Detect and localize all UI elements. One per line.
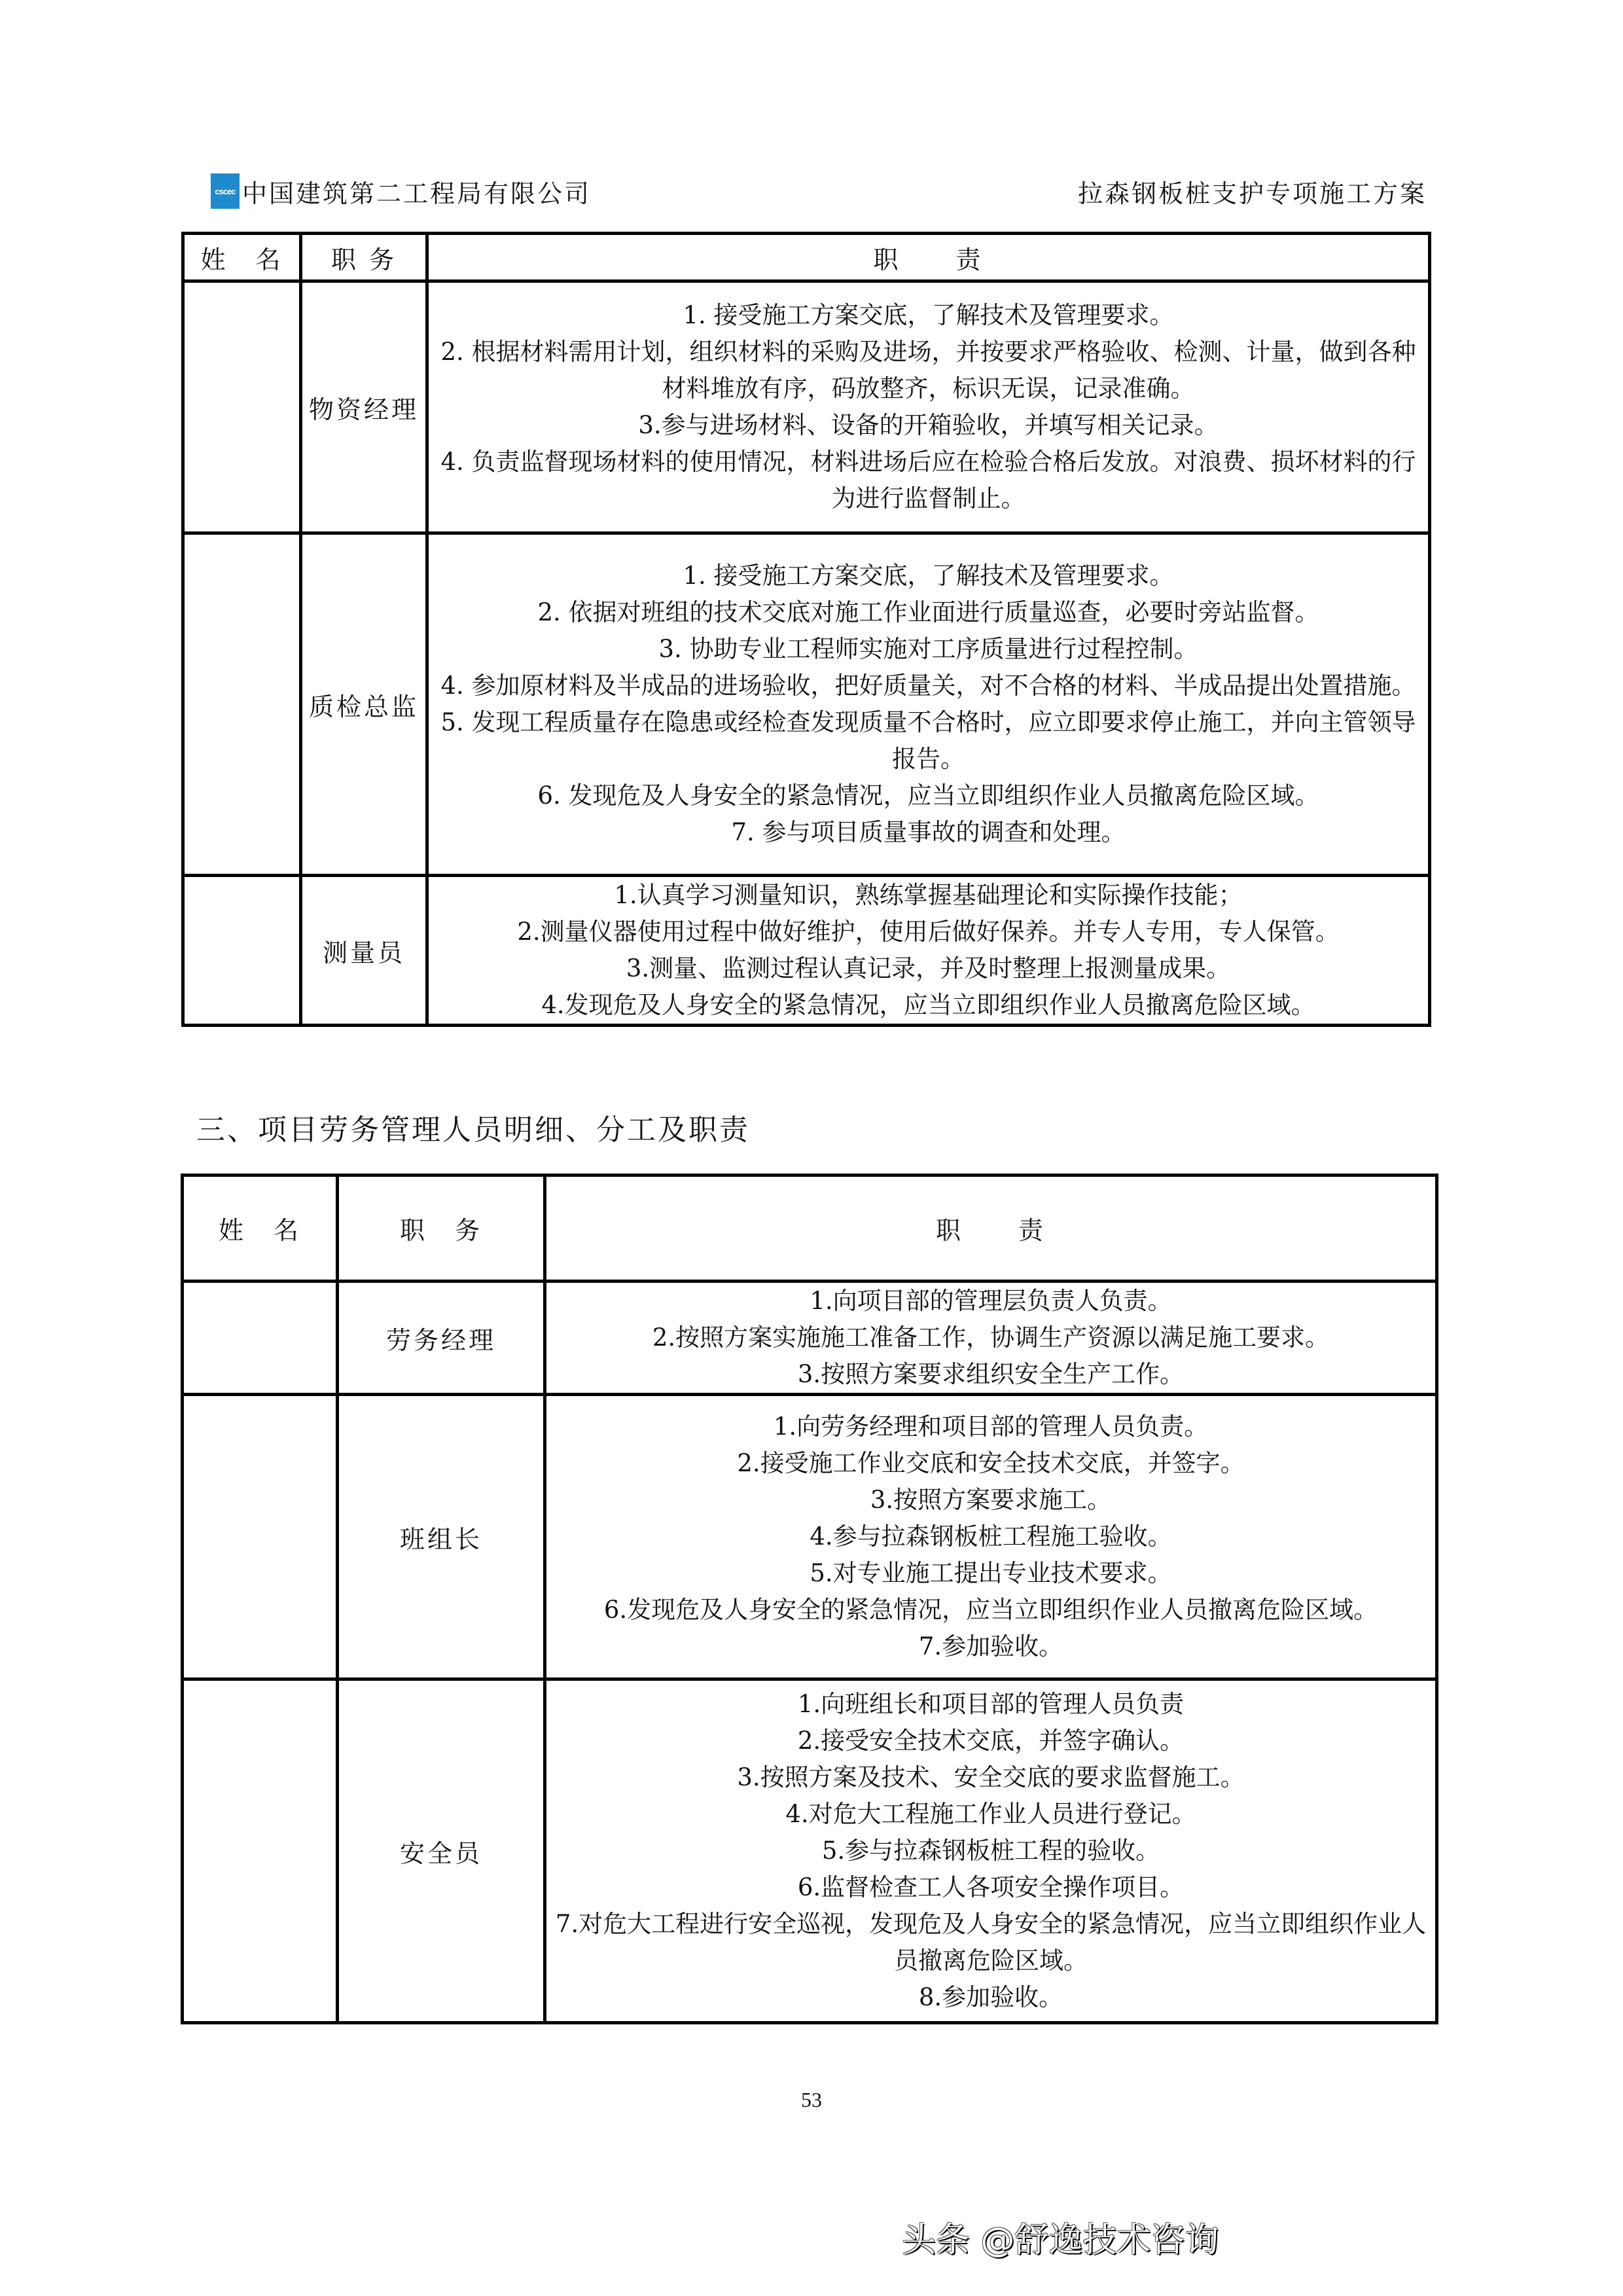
- role-cell: 测量员: [301, 876, 427, 1026]
- role-cell: 安全员: [338, 1679, 545, 2023]
- company-name: 中国建筑第二工程局有限公司: [242, 179, 592, 208]
- duty-item: 1. 接受施工方案交底，了解技术及管理要求。: [683, 301, 1174, 329]
- table-row: [183, 281, 1430, 533]
- duty-item: 5.对专业施工提出专业技术要求。: [810, 1559, 1172, 1587]
- duty-item: 6.发现危及人身安全的紧急情况，应当立即组织作业人员撤离危险区域。: [603, 1596, 1378, 1624]
- column-header-duties: 职 责: [427, 234, 1430, 281]
- duties-cell: [545, 1282, 1437, 1395]
- column-header-duties: 职 责: [545, 1175, 1437, 1282]
- labor-duty-table: [181, 1174, 1438, 2024]
- column-header-role: 职 务: [338, 1175, 545, 1282]
- duty-item: 4.参与拉森钢板桩工程施工验收。: [810, 1522, 1172, 1551]
- name-cell: [183, 281, 301, 533]
- table-header-row: [183, 1175, 1437, 1282]
- duty-item: 7.参加验收。: [918, 1632, 1063, 1660]
- column-header-name: 姓 名: [183, 234, 301, 281]
- watermark: 头条 @舒逸技术咨询: [902, 2221, 1219, 2260]
- duty-item: 6.监督检查工人各项安全操作项目。: [797, 1873, 1185, 1901]
- duty-item: 1.认真学习测量知识，熟练掌握基础理论和实际操作技能；: [614, 881, 1243, 909]
- duty-item: 4.对危大工程施工作业人员进行登记。: [785, 1800, 1196, 1828]
- duty-item: 7.对危大工程进行安全巡视，发现危及人身安全的紧急情况，应当立即组织作业人员撤离危险区域。: [555, 1910, 1427, 1975]
- role-cell: 物资经理: [301, 281, 427, 533]
- duty-item: 2.测量仪器使用过程中做好维护，使用后做好保养。并专人专用，专人保管。: [517, 918, 1340, 946]
- name-cell: [183, 533, 301, 876]
- column-header-role: 职 务: [301, 234, 427, 281]
- duties-cell: [427, 876, 1430, 1026]
- column-header-name: 姓 名: [183, 1175, 338, 1282]
- duty-item: 3.参与进场材料、设备的开箱验收，并填写相关记录。: [638, 411, 1219, 439]
- duty-item: 3.按照方案及技术、安全交底的要求监督施工。: [737, 1763, 1245, 1791]
- duty-item: 2.按照方案实施施工准备工作，协调生产资源以满足施工要求。: [652, 1323, 1330, 1352]
- duty-item: 3.测量、监测过程认真记录，并及时整理上报测量成果。: [626, 954, 1231, 982]
- duties-cell: [545, 1679, 1437, 2023]
- table-row: [183, 1282, 1437, 1395]
- management-duty-table: [181, 232, 1431, 1027]
- role-cell: 劳务经理: [338, 1282, 545, 1395]
- duty-item: 2. 根据材料需用计划，组织材料的采购及进场，并按要求严格验收、检测、计量，做到各种材料堆放有序，码放整齐，标识无误，记录准确。: [440, 338, 1416, 403]
- duty-item: 1.向项目部的管理层负责人负责。: [810, 1287, 1172, 1315]
- duty-item: 1.向班组长和项目部的管理人员负责: [797, 1690, 1185, 1718]
- table-row: [183, 1679, 1437, 2023]
- duty-item: 3.按照方案要求施工。: [870, 1486, 1112, 1514]
- duty-item: 2.接受安全技术交底，并签字确认。: [797, 1727, 1185, 1755]
- table-header-row: [183, 234, 1430, 281]
- duty-item: 2.接受施工作业交底和安全技术交底，并签字。: [737, 1449, 1245, 1477]
- duty-item: 3. 协助专业工程师实施对工序质量进行过程控制。: [658, 635, 1198, 663]
- duty-item: 1. 接受施工方案交底，了解技术及管理要求。: [683, 562, 1174, 590]
- page-number: 53: [801, 2088, 822, 2111]
- name-cell: [183, 876, 301, 1026]
- duties-cell: [427, 533, 1430, 876]
- name-cell: [183, 1395, 338, 1679]
- page-header-left: [211, 171, 591, 211]
- duty-item: 1.向劳务经理和项目部的管理人员负责。: [773, 1412, 1209, 1441]
- company-logo-icon: cscec: [211, 173, 240, 209]
- duty-item: 4. 参加原材料及半成品的进场验收，把好质量关，对不合格的材料、半成品提出处置措施。: [440, 672, 1416, 700]
- duty-item: 2. 依据对班组的技术交底对施工作业面进行质量巡查，必要时旁站监督。: [537, 598, 1319, 626]
- duties-cell: [545, 1395, 1437, 1679]
- name-cell: [183, 1679, 338, 2023]
- duty-item: 7. 参与项目质量事故的调查和处理。: [731, 818, 1126, 846]
- role-cell: 质检总监: [301, 533, 427, 876]
- section-heading: 三、项目劳务管理人员明细、分工及职责: [196, 1113, 750, 1147]
- duty-item: 5. 发现工程质量存在隐患或经检查发现质量不合格时，应立即要求停止施工，并向主管领导报告。: [440, 708, 1416, 773]
- duties-cell: [427, 281, 1430, 533]
- duty-item: 3.按照方案要求组织安全生产工作。: [797, 1360, 1185, 1388]
- duty-item: 4.发现危及人身安全的紧急情况，应当立即组织作业人员撤离危险区域。: [541, 991, 1315, 1019]
- duty-item: 6. 发现危及人身安全的紧急情况，应当立即组织作业人员撤离危险区域。: [537, 781, 1319, 810]
- table-row: [183, 1395, 1437, 1679]
- duty-item: 8.参加验收。: [918, 1983, 1063, 2011]
- table-row: [183, 876, 1430, 1026]
- duty-item: 4. 负责监督现场材料的使用情况，材料进场后应在检验合格后发放。对浪费、损坏材料的行为进行监督制止。: [440, 448, 1416, 512]
- duty-item: 5.参与拉森钢板桩工程的验收。: [821, 1837, 1160, 1865]
- document-title: 拉森钢板桩支护专项施工方案: [1077, 179, 1427, 208]
- table-row: [183, 533, 1430, 876]
- role-cell: 班组长: [338, 1395, 545, 1679]
- name-cell: [183, 1282, 338, 1395]
